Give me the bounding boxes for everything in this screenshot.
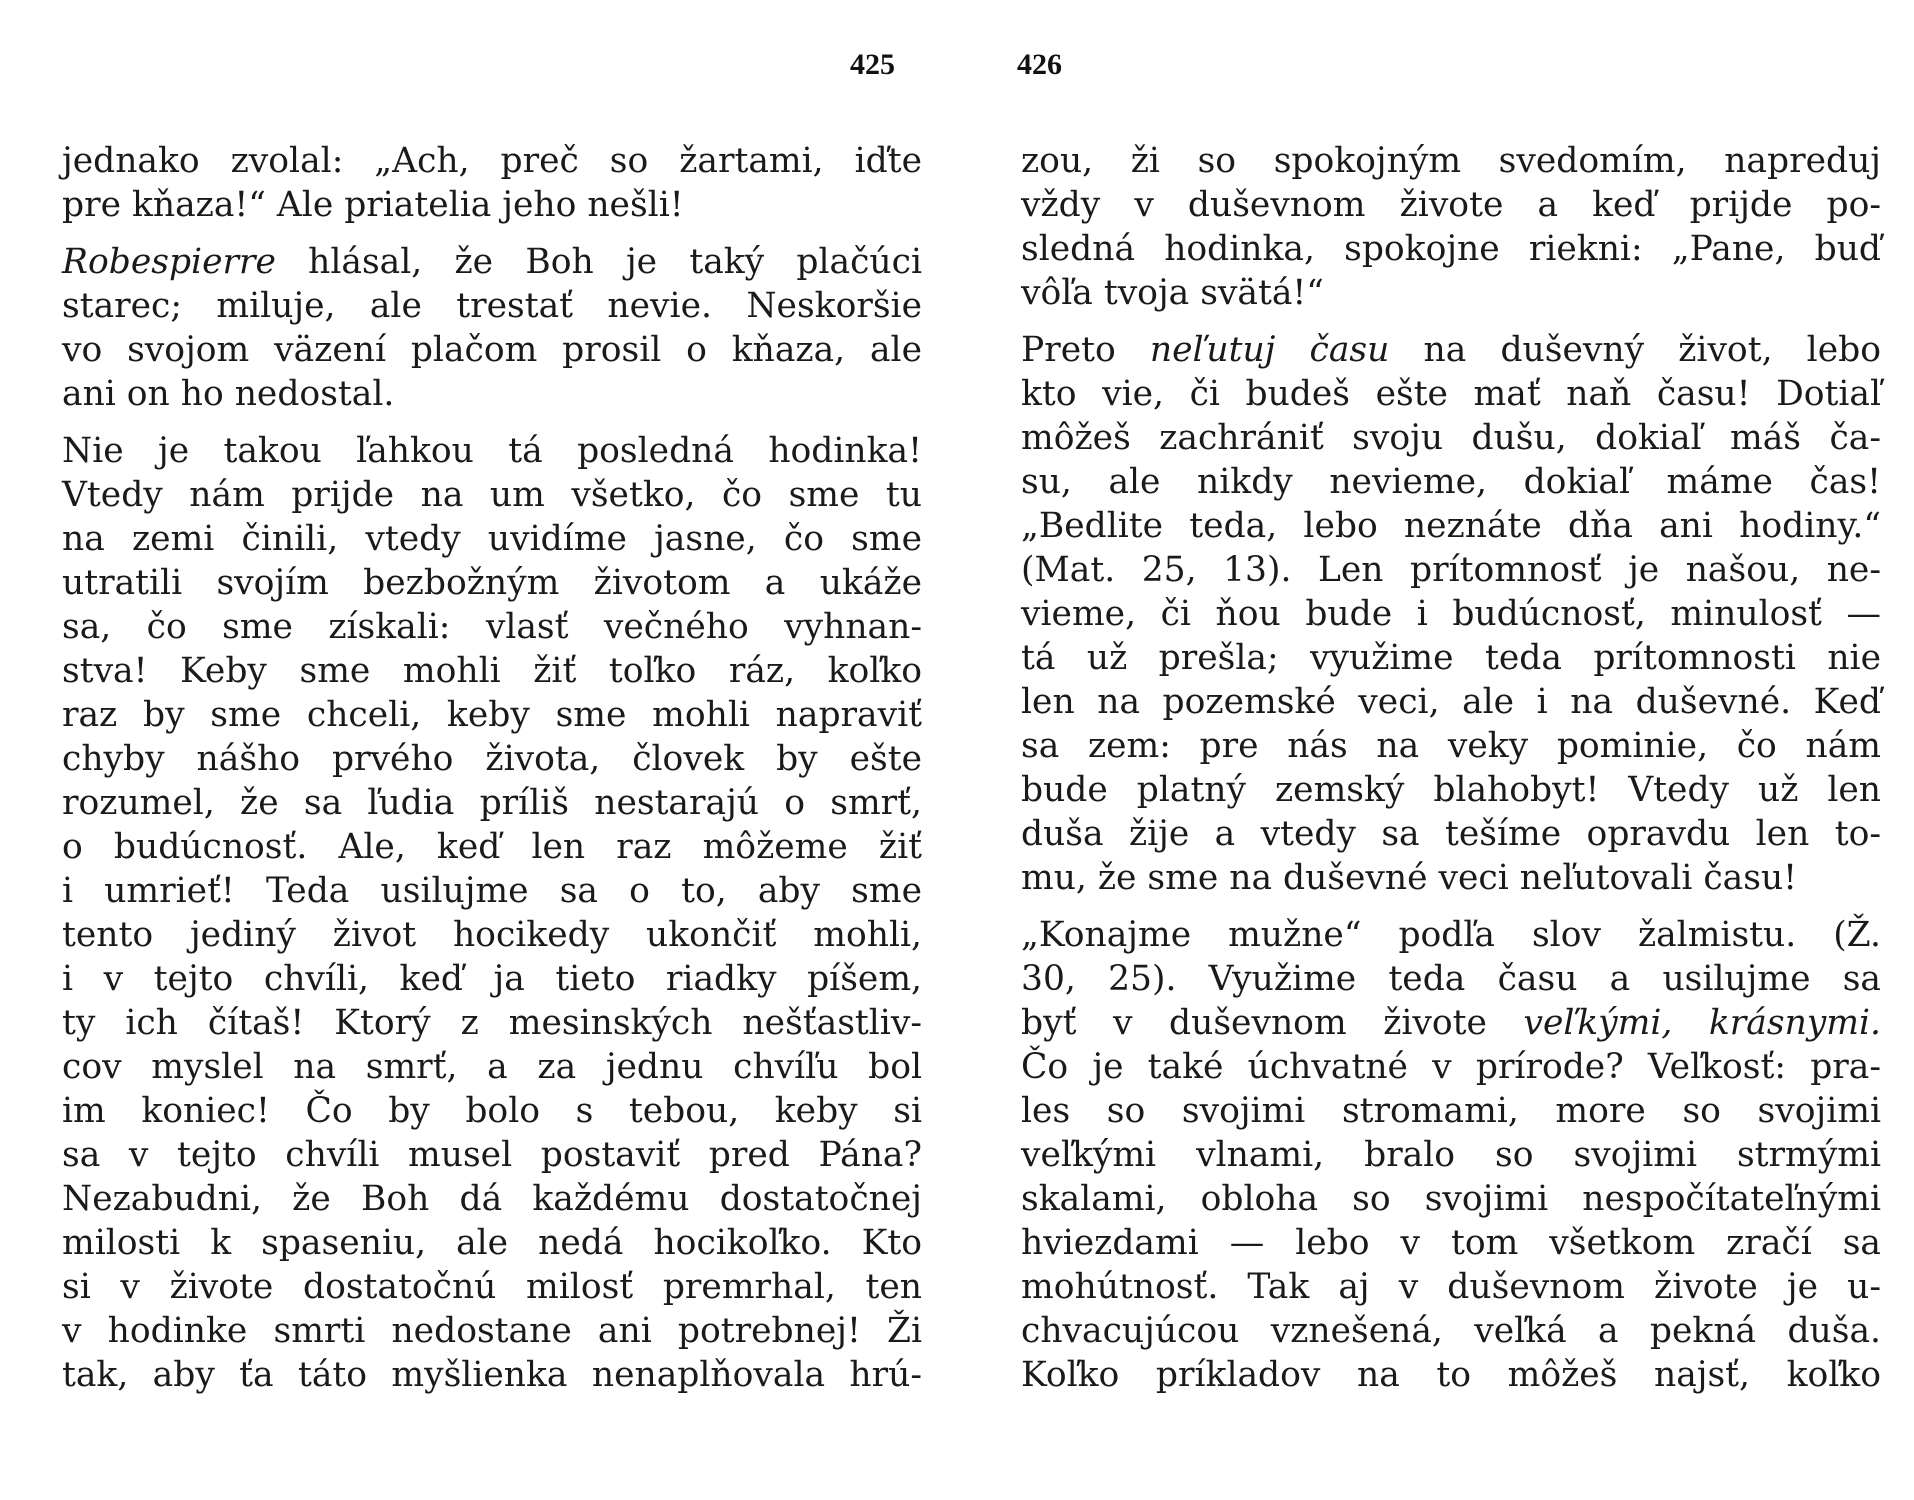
paragraph	[62, 139, 922, 227]
text-line: jednako zvolal: „Ach, preč so žartami, iďte	[62, 141, 922, 181]
text-line: 30, 25). Využime teda času a usilujme sa	[1021, 959, 1881, 999]
text-line: sa zem: pre nás na veky pominie, čo nám	[1021, 726, 1881, 766]
text-line: hviezdami — lebo v tom všetkom zračí sa	[1021, 1223, 1881, 1263]
text-line: tak, aby ťa táto myšlienka nenaplňovala hrú-	[62, 1355, 922, 1395]
text-line: vôľa tvoja svätá!“	[1021, 273, 1324, 313]
page-text	[1021, 139, 1881, 1397]
paragraph	[1021, 913, 1881, 1397]
text-line: stva! Keby sme mohli žiť toľko ráz, koľko	[62, 651, 922, 691]
page-text	[62, 139, 922, 1397]
text-line: milosti k spaseniu, ale nedá hocikoľko. Kto	[62, 1223, 922, 1263]
paragraph	[62, 240, 922, 416]
text-line: Robespierre hlásal, že Boh je taký plačúci	[62, 242, 922, 282]
text-line: vieme, či ňou bude i budúcnosť, minulosť —	[1021, 594, 1881, 634]
text-line: raz by sme chceli, keby sme mohli napraviť	[62, 695, 922, 735]
text-line: o budúcnosť. Ale, keď len raz môžeme žiť	[62, 827, 922, 867]
text-line: ty ich čítaš! Ktorý z mesinských nešťastliv-	[62, 1003, 922, 1043]
text-line: veľkými vlnami, bralo so svojimi strmými	[1021, 1135, 1881, 1175]
text-line: starec; miluje, ale trestať nevie. Neskoršie	[62, 286, 922, 326]
text-line: Nezabudni, že Boh dá každému dostatočnej	[62, 1179, 922, 1219]
text-line: sa v tejto chvíli musel postaviť pred Pána?	[62, 1135, 922, 1175]
text-line: mu, že sme na duševné veci neľutovali času!	[1021, 858, 1798, 898]
paragraph	[1021, 328, 1881, 900]
text-line: duša žije a vtedy sa tešíme opravdu len to-	[1021, 814, 1881, 854]
text-line: les so svojimi stromami, more so svojimi	[1021, 1091, 1881, 1131]
text-line: sa, čo sme získali: vlasť večného vyhnan-	[62, 607, 922, 647]
text-line: cov myslel na smrť, a za jednu chvíľu bol	[62, 1047, 922, 1087]
text-line: na zemi činili, vtedy uvidíme jasne, čo sme	[62, 519, 922, 559]
text-line: Vtedy nám prijde na um všetko, čo sme tu	[62, 475, 922, 515]
text-line: pre kňaza!“ Ale priatelia jeho nešli!	[62, 185, 684, 225]
page-number: 425	[850, 48, 895, 81]
text-line: kto vie, či budeš ešte mať naň času! Dotiaľ	[1021, 374, 1881, 414]
text-line: i umrieť! Teda usilujme sa o to, aby sme	[62, 871, 922, 911]
text-line: skalami, obloha so svojimi nespočítateľnými	[1021, 1179, 1881, 1219]
text-line: vo svojom väzení plačom prosil o kňaza, ale	[62, 330, 922, 370]
paragraph	[1021, 139, 1881, 315]
text-line: „Konajme mužne“ podľa slov žalmistu. (Ž.	[1021, 915, 1881, 955]
text-line: Nie je takou ľahkou tá posledná hodinka!	[62, 431, 922, 471]
text-line: tá už prešla; využime teda prítomnosti nie	[1021, 638, 1881, 678]
right-page	[957, 0, 1914, 1500]
text-line: Koľko príkladov na to môžeš najsť, koľko	[1021, 1355, 1881, 1395]
text-line: im koniec! Čo by bolo s tebou, keby si	[62, 1091, 922, 1131]
text-line: chvacujúcou vznešená, veľká a pekná duša.	[1021, 1311, 1881, 1351]
text-line: si v živote dostatočnú milosť premrhal, ten	[62, 1267, 922, 1307]
text-line: Čo je také úchvatné v prírode? Veľkosť: pra-	[1021, 1047, 1881, 1087]
text-line: rozumel, že sa ľudia príliš nestarajú o smrť,	[62, 783, 922, 823]
text-line: vždy v duševnom živote a keď prijde po-	[1021, 185, 1881, 225]
text-line: sledná hodinka, spokojne riekni: „Pane, buď	[1021, 229, 1881, 269]
text-line: tento jediný život hocikedy ukončiť mohli,	[62, 915, 922, 955]
text-line: i v tejto chvíli, keď ja tieto riadky píšem,	[62, 959, 922, 999]
text-line: su, ale nikdy nevieme, dokiaľ máme čas!	[1021, 462, 1881, 502]
text-line: bude platný zemský blahobyt! Vtedy už len	[1021, 770, 1881, 810]
text-line: v hodinke smrti nedostane ani potrebnej! Ži	[62, 1311, 922, 1351]
page-number: 426	[1017, 48, 1062, 81]
text-line: zou, ži so spokojným svedomím, napreduj	[1021, 141, 1881, 181]
text-line: Preto neľutuj času na duševný život, lebo	[1021, 330, 1881, 370]
text-line: utratili svojím bezbožným životom a ukáže	[62, 563, 922, 603]
text-line: „Bedlite teda, lebo neznáte dňa ani hodiny.“	[1021, 506, 1881, 546]
text-line: chyby nášho prvého života, človek by ešte	[62, 739, 922, 779]
text-line: (Mat. 25, 13). Len prítomnosť je našou, ne-	[1021, 550, 1881, 590]
paragraph	[62, 429, 922, 1397]
text-line: byť v duševnom živote veľkými, krásnymi.	[1021, 1003, 1881, 1043]
text-line: ani on ho nedostal.	[62, 374, 395, 414]
text-line: môžeš zachrániť svoju dušu, dokiaľ máš ča-	[1021, 418, 1881, 458]
text-line: len na pozemské veci, ale i na duševné. Keď	[1021, 682, 1881, 722]
text-line: mohútnosť. Tak aj v duševnom živote je u-	[1021, 1267, 1881, 1307]
